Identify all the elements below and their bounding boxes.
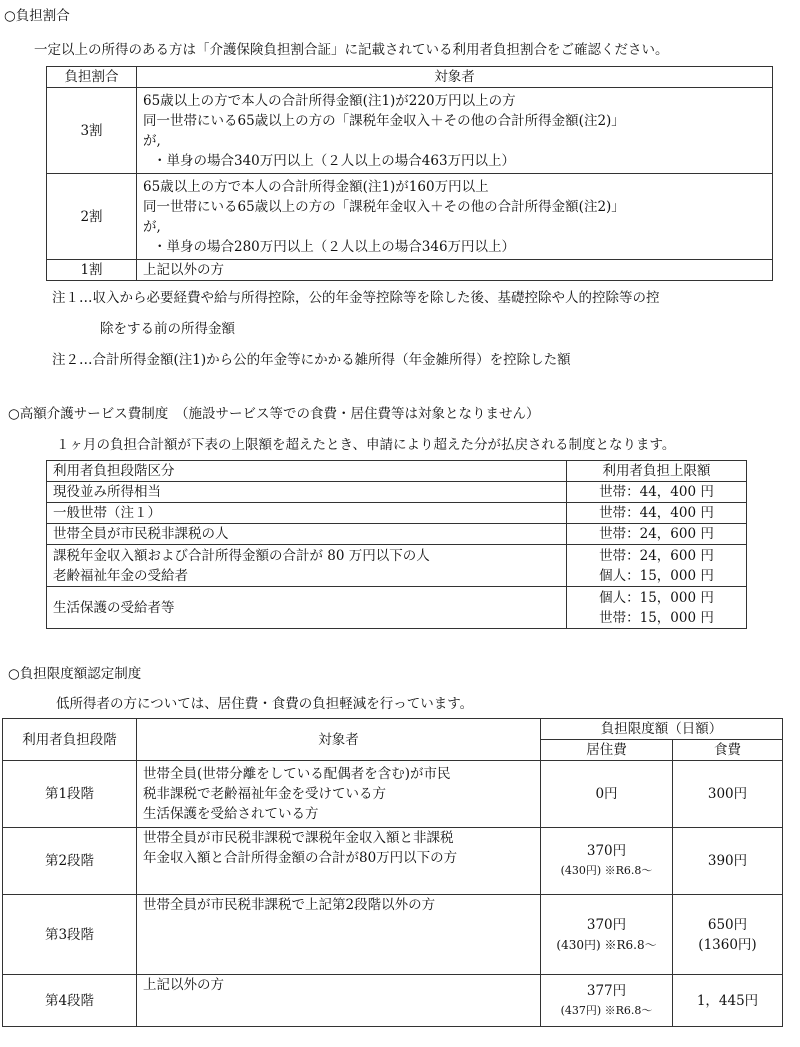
stage-cell: 第3段階 [3, 895, 137, 975]
ratio-cell: 2割 [47, 174, 137, 260]
housing-value: 377円 [586, 982, 627, 999]
category-cell [47, 545, 567, 587]
table-row [47, 545, 747, 587]
category-cell: 一般世帯（注１） [47, 503, 567, 524]
target-cell [137, 828, 541, 895]
section2-intro: １ヶ月の負担合計額が下表の上限額を超えたとき、申請により超えた分が払戻される制度となります。 [56, 437, 676, 453]
target-cell [137, 761, 541, 828]
category-cell: 世帯全員が市民税非課税の人 [47, 524, 567, 545]
housing-note: (437円) ※R6.8～ [560, 1003, 653, 1017]
burden-limit-table [2, 718, 783, 1027]
food-cell [673, 895, 783, 975]
section2-title: ○高額介護サービス費制度 （施設サービス等での食費・居住費等は対象となりません） [8, 406, 540, 422]
header-target: 対象者 [137, 719, 541, 761]
housing-cell [541, 975, 673, 1027]
table-row [47, 482, 747, 503]
table-row [47, 88, 773, 174]
target-line: 年金収入額と合計所得金額の合計が80万円以下の方 [143, 850, 458, 866]
target-line: が, [143, 218, 161, 235]
housing-cell [541, 895, 673, 975]
housing-value: 370円 [586, 916, 627, 933]
target-line: 同一世帯にいる65歳以上の方の「課税年金収入＋その他の合計所得金額(注2)」 [143, 198, 625, 215]
table-row [3, 828, 783, 895]
category-cell: 現役並み所得相当 [47, 482, 567, 503]
target-line: 65歳以上の方で本人の合計所得金額(注1)が220万円以上の方 [143, 92, 516, 109]
section1-intro: 一定以上の所得のある方は「介護保険負担割合証」に記載されている利用者負担割合をご確認ください。 [34, 42, 669, 58]
header-limit: 利用者負担上限額 [567, 461, 747, 482]
table-header-row [3, 719, 783, 740]
category-line: 老齢福祉年金の受給者 [53, 567, 188, 584]
limit-cell [567, 545, 747, 587]
header-target: 対象者 [137, 67, 773, 88]
table-header-row [47, 67, 773, 88]
target-line: が, [143, 132, 161, 149]
stage-cell: 第4段階 [3, 975, 137, 1027]
target-line: 世帯全員が市民税非課税で課税年金収入額と非課税 [143, 830, 454, 846]
category-line: 課税年金収入額および合計所得金額の合計が 80 万円以下の人 [53, 547, 430, 564]
housing-note: (430円) ※R6.8～ [556, 937, 657, 952]
ratio-cell: 1割 [47, 260, 137, 281]
target-line: ・単身の場合280万円以上（２人以上の場合346万円以上） [153, 238, 516, 255]
section3-intro: 低所得者の方については、居住費・食費の負担軽減を行っています。 [56, 696, 474, 712]
header-limit: 負担限度額（日額） [541, 719, 783, 740]
header-food: 食費 [673, 740, 783, 761]
housing-cell: 0円 [541, 761, 673, 828]
table-row [47, 587, 747, 629]
target-cell: 上記以外の方 [137, 975, 541, 1027]
target-cell: 世帯全員が市民税非課税で上記第2段階以外の方 [137, 895, 541, 975]
food-value: 650円 [707, 916, 748, 933]
header-category: 利用者負担段階区分 [47, 461, 567, 482]
category-cell: 生活保護の受給者等 [47, 587, 567, 629]
food-note: (1360円) [698, 936, 757, 953]
limit-line: 世帯：24，600 円 [599, 547, 714, 564]
table-row [47, 260, 773, 281]
stage-cell: 第2段階 [3, 828, 137, 895]
note-1-line-1: 注１…収入から必要経費や給与所得控除，公的年金等控除等を除した後、基礎控除や人的控除等の控 [52, 290, 660, 306]
limit-cell: 世帯：24，600 円 [567, 524, 747, 545]
section3-title: ○負担限度額認定制度 [8, 666, 142, 682]
target-cell: 上記以外の方 [137, 260, 773, 281]
food-cell: 300円 [673, 761, 783, 828]
food-cell: 390円 [673, 828, 783, 895]
target-line: 同一世帯にいる65歳以上の方の「課税年金収入＋その他の合計所得金額(注2)」 [143, 112, 625, 129]
housing-note: (430円) ※R6.8～ [560, 864, 653, 877]
limit-line: 世帯：15，000 円 [599, 609, 714, 626]
header-housing: 居住費 [541, 740, 673, 761]
table-row [3, 761, 783, 828]
target-line: 生活保護を受給されている方 [143, 806, 319, 822]
header-ratio: 負担割合 [47, 67, 137, 88]
limit-cell [567, 587, 747, 629]
section1-title: ○負担割合 [4, 8, 70, 24]
limit-line: 個人：15，000 円 [599, 589, 714, 606]
stage-cell: 第1段階 [3, 761, 137, 828]
housing-cell [541, 828, 673, 895]
target-line: ・単身の場合340万円以上（２人以上の場合463万円以上） [153, 152, 516, 169]
housing-value: 370円 [586, 843, 627, 859]
note-2: 注２…合計所得金額(注1)から公的年金等にかかる雑所得（年金雑所得）を控除した額 [52, 352, 571, 368]
target-line: 世帯全員(世帯分離をしている配偶者を含む)が市民 [143, 766, 451, 782]
target-line: 65歳以上の方で本人の合計所得金額(注1)が160万円以上 [143, 178, 489, 195]
limit-line: 個人：15，000 円 [599, 567, 714, 584]
burden-ratio-table [46, 66, 773, 281]
header-stage: 利用者負担段階 [3, 719, 137, 761]
limit-cell: 世帯：44，400 円 [567, 503, 747, 524]
high-cost-care-table [46, 460, 747, 629]
note-1-line-2: 除をする前の所得金額 [100, 321, 235, 337]
table-row [3, 895, 783, 975]
target-line: 税非課税で老齢福祉年金を受けている方 [143, 786, 386, 802]
target-cell [137, 88, 773, 174]
target-cell [137, 174, 773, 260]
table-row [47, 524, 747, 545]
ratio-cell: 3割 [47, 88, 137, 174]
table-row [3, 975, 783, 1027]
table-header-row [47, 461, 747, 482]
food-cell: 1，445円 [673, 975, 783, 1027]
table-row [47, 174, 773, 260]
table-row [47, 503, 747, 524]
limit-cell: 世帯：44，400 円 [567, 482, 747, 503]
